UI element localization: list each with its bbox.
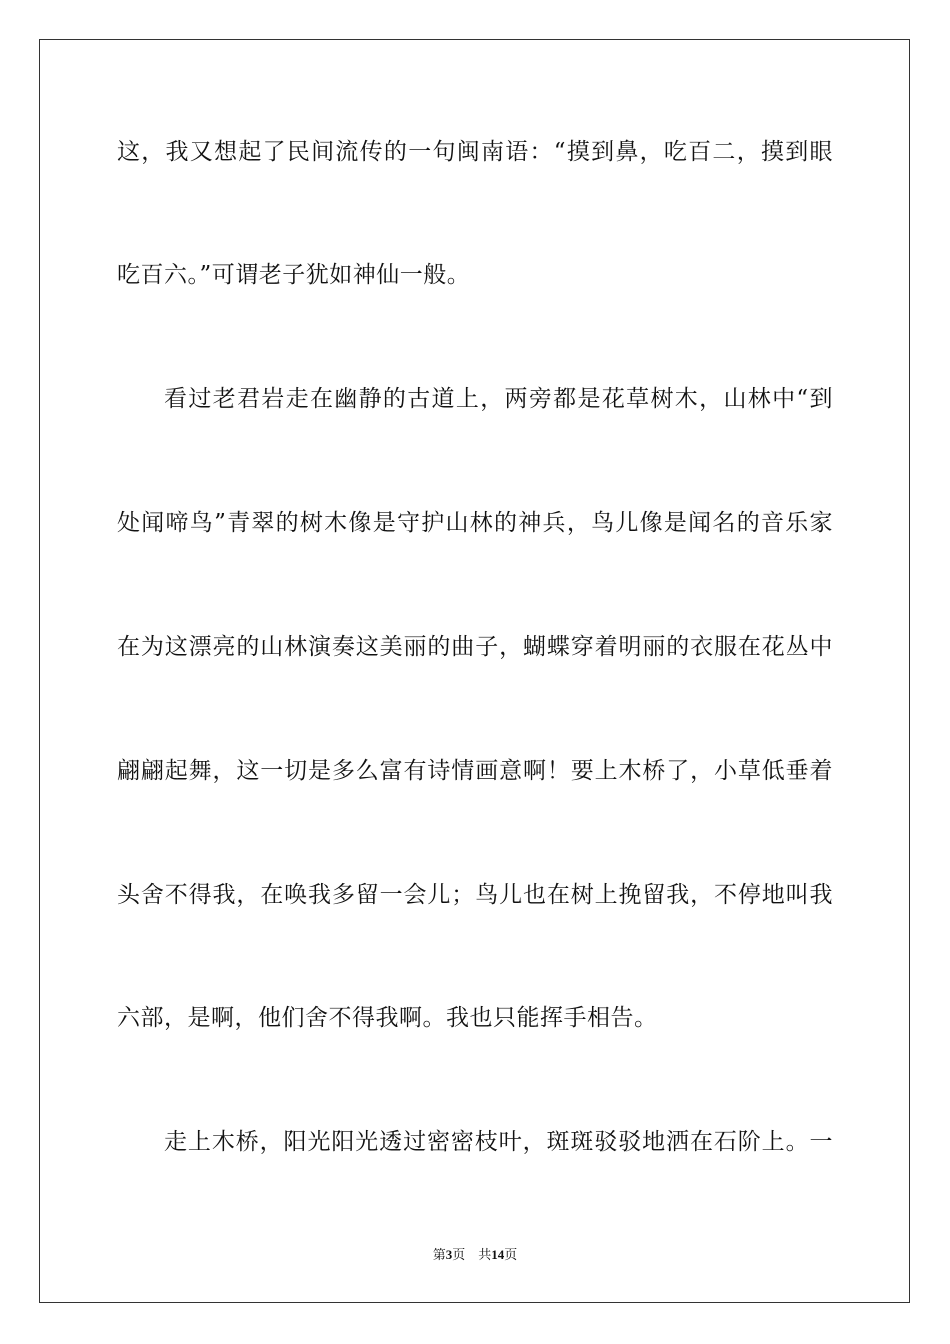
footer-page-number: 3 xyxy=(445,1247,453,1262)
footer-total-prefix: 共 xyxy=(478,1247,492,1262)
footer-total-pages: 14 xyxy=(491,1247,505,1262)
text-line-6: 翩翩起舞，这一切是多么富有诗情画意啊！要上木桥了，小草低垂着 xyxy=(117,758,833,784)
page-footer xyxy=(0,1247,950,1263)
text-line-3: 看过老君岩走在幽静的古道上，两旁都是花草树木，山林中“到 xyxy=(164,386,833,412)
page-border xyxy=(39,39,910,1303)
text-line-4: 处闻啼鸟”青翠的树木像是守护山林的神兵，鸟儿像是闻名的音乐家 xyxy=(117,510,833,536)
text-line-1: 这，我又想起了民间流传的一句闽南语：“摸到鼻，吃百二，摸到眼 xyxy=(117,139,833,165)
footer-total-suffix: 页 xyxy=(504,1247,518,1262)
text-line-8: 六部，是啊，他们舍不得我啊。我也只能挥手相告。 xyxy=(117,1005,658,1031)
footer-page-suffix: 页 xyxy=(452,1247,466,1262)
text-line-2: 吃百六。”可谓老子犹如神仙一般。 xyxy=(117,262,471,288)
text-line-5: 在为这漂亮的山林演奏这美丽的曲子，蝴蝶穿着明丽的衣服在花丛中 xyxy=(117,634,833,660)
text-line-9: 走上木桥，阳光阳光透过密密枝叶，斑斑驳驳地洒在石阶上。一 xyxy=(164,1129,833,1155)
text-line-7: 头舍不得我，在唤我多留一会儿；鸟儿也在树上挽留我，不停地叫我 xyxy=(117,882,833,908)
footer-page-prefix: 第 xyxy=(432,1247,446,1262)
